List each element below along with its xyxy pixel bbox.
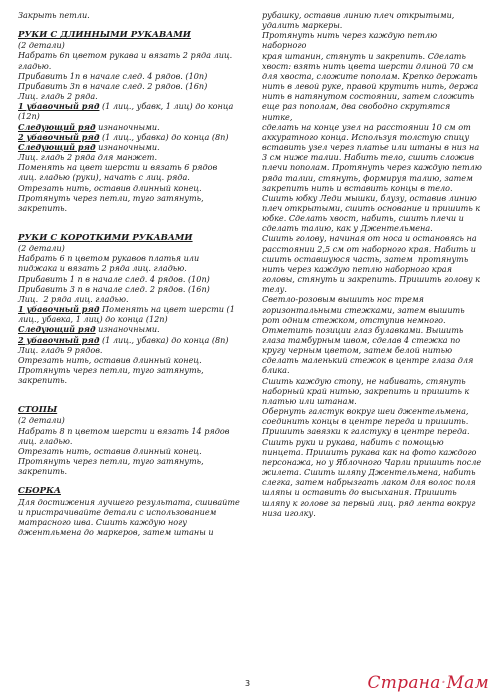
text-line: Сшить голову, начиная от носа и остановясь на	[262, 233, 477, 244]
text-line: нить через каждую петлю наборного края	[262, 263, 452, 274]
text-line: шляпы и оставить до высыхания. Пришить	[262, 487, 457, 498]
line-text: лиц. гладью.	[18, 435, 73, 446]
text-line	[18, 345, 244, 355]
text-line: нить в натянутом состоянии, затем сложить	[262, 91, 475, 102]
text-line	[18, 172, 244, 182]
text-line: слегка, затем набрызгать лаком для волос поля	[262, 477, 476, 488]
assembly-continued-body	[262, 10, 482, 518]
text-line: блика.	[262, 365, 290, 376]
text-line: Сшить руки и рукава, набить с помощью	[262, 436, 444, 447]
line-text: закрепить.	[18, 466, 68, 477]
line-text: (1 лиц., убавка) до конца (8п)	[99, 334, 229, 345]
text-line: персонажа, но у Яблочного Чарли пришить после	[262, 456, 482, 467]
text-line: плечи пополам. Протянуть через каждую петлю	[262, 162, 482, 173]
line-text: (2 детали)	[18, 40, 65, 51]
left-column	[18, 10, 244, 537]
text-line	[18, 91, 244, 101]
line-text: Прибавить 3п в начале след. 2 рядов. (16п)	[18, 80, 208, 91]
text-line: удалить маркеры.	[262, 20, 343, 31]
row-label: 1 убавочный ряд	[18, 304, 100, 315]
text-line	[18, 71, 244, 81]
text-line	[18, 507, 244, 517]
text-line	[18, 426, 244, 436]
line-text: Прибавить 3 п в начале след. 2 рядов. (16п)	[18, 283, 210, 294]
line-text: Набрать 8 п цветом шерсти и вязать 14 рядов	[18, 425, 230, 436]
line-text: Для достижения лучшего результата, сшивайте	[18, 496, 240, 507]
line-text: Поменять на цвет шерсти и вязать 6 рядов	[18, 162, 218, 173]
text-line	[18, 243, 244, 253]
text-line: края штанин, стянуть и закрепить. Сделать	[262, 50, 466, 61]
line-text: изнаночными.	[95, 141, 160, 152]
text-line	[18, 253, 244, 263]
text-line	[18, 466, 244, 476]
text-line	[18, 324, 244, 334]
text-line	[18, 415, 244, 425]
line-text: и пристрачивайте детали с использованием	[18, 506, 217, 517]
text-line: Отметить позиции глаз булавками. Вышить	[262, 324, 464, 335]
text-line: горизонтальными стежками, затем вышить	[262, 304, 465, 315]
watermark-right: Мам	[446, 673, 489, 693]
row-label: Следующий ряд	[18, 141, 96, 152]
text-line: для хвоста, сложите пополам. Крепко держать	[262, 70, 478, 81]
text-line	[18, 314, 244, 324]
text-line	[18, 162, 244, 172]
text-line: жилета. Сшить шляпу Джентельмена, набить	[262, 467, 476, 478]
text-line	[18, 122, 244, 132]
text-line: расстоянии 2,5 см от наборного края. Набить и	[262, 243, 476, 254]
line-text: изнаночными.	[95, 121, 160, 132]
line-text: пиджака и вязать 2 ряда лиц. гладью.	[18, 263, 187, 274]
text-line	[18, 193, 244, 203]
text-line	[18, 111, 244, 121]
text-line	[18, 365, 244, 375]
line-text: закрепить.	[18, 202, 68, 213]
line-text: Протянуть через петли, туго затянуть,	[18, 192, 204, 203]
text-line	[18, 284, 244, 294]
line-text: гладью.	[18, 60, 52, 71]
text-line	[18, 142, 244, 152]
text-line	[18, 263, 244, 273]
line-text: Лиц. гладь 9 рядов.	[18, 344, 103, 355]
text-line	[18, 274, 244, 284]
text-line	[18, 152, 244, 162]
text-line: телу.	[262, 284, 287, 295]
watermark-left: Страна	[367, 673, 441, 693]
text-line: глаза тамбурным швом, сделав 4 стежка по	[262, 335, 461, 345]
line-text: Набрать 6п цветом рукава и вязать 2 ряда лиц.	[18, 50, 233, 61]
line-text: (2 детали)	[18, 415, 65, 426]
text-line: соединить концы в центре переда и пришить.	[262, 416, 469, 427]
watermark-dot: ·	[440, 673, 447, 693]
right-column	[262, 10, 482, 518]
line-text: (2 детали)	[18, 243, 65, 254]
line-text: Лиц. 2 ряда лиц. гладью.	[18, 293, 129, 304]
text-line	[18, 497, 244, 507]
text-line: 3 см ниже талии. Набить тело, сшить сложив	[262, 152, 474, 163]
section-title-long-sleeves: РУКИ С ДЛИННЫМИ РУКАВАМИ	[18, 30, 191, 41]
line-text: Лиц. гладь 2 ряда для манжет.	[18, 152, 158, 163]
text-line	[18, 61, 244, 71]
text-line: аккуратного конца. Используя толстую спицу	[262, 131, 470, 142]
section-title-assembly: СБОРКА	[18, 486, 61, 497]
line-text: Отрезать нить, оставив длинный конец.	[18, 354, 202, 365]
line-text: Поменять на цвет шерсти (1	[99, 304, 235, 315]
text-line: сшить оставшуюся часть, затем протянуть	[262, 253, 469, 264]
site-watermark	[367, 673, 489, 693]
text-line	[18, 101, 244, 111]
text-line: еще раз пополам, два свободно скрутятся нитке,	[262, 101, 453, 122]
line-text: лиц., убавка, 1 лиц) до конца (12п)	[18, 314, 168, 325]
text-line: платью или штанам.	[262, 395, 357, 406]
line-text: Прибавить 1п в начале след. 4 рядов. (10п)	[18, 70, 208, 81]
text-line	[18, 50, 244, 60]
line-text: (1 лиц., убавка) до конца (8п)	[99, 131, 229, 142]
line-text: Прибавить 1 п в начале след. 4 рядов. (10п)	[18, 273, 210, 284]
text-line	[18, 294, 244, 304]
text-line: нить в левой руке, правой крутить нить, держа	[262, 81, 479, 92]
section-title-short-sleeves: РУКИ С КОРОТКИМИ РУКАВАМИ	[18, 232, 193, 243]
line-text: джентльмена до маркеров, затем штаны и	[18, 527, 214, 538]
text-line: шляпу к голове за первый лиц. ряд лента вокруг	[262, 497, 476, 508]
line-text: Отрезать нить, оставив длинный конец.	[18, 445, 202, 456]
text-line: Сшить юбку Леди мышки, блузу, оставив линию	[262, 192, 477, 203]
assembly-body	[18, 497, 244, 538]
short-sleeves-body	[18, 243, 244, 385]
text-line: рубашку, оставив линию плеч открытыми,	[262, 10, 455, 20]
row-label: Следующий ряд	[18, 121, 96, 132]
line-text: Набрать 6 п цветом рукавов платья или	[18, 253, 200, 264]
text-line	[18, 355, 244, 365]
text-line: низа иголку.	[262, 507, 316, 518]
line-text: лиц. гладью (руки), начать с лиц. ряда.	[18, 172, 190, 183]
line-text: (12п)	[18, 111, 40, 122]
text-line: рот одним стежком, отступив немного.	[262, 314, 446, 325]
text-line: Протянуть нить через каждую петлю наборного	[262, 30, 440, 51]
text-line: кругу черным цветом, затем белой нитью	[262, 345, 453, 356]
text-line: Пришить завязки к галстуку в центре переда.	[262, 426, 470, 437]
line-text: Отрезать нить, оставив длинный конец.	[18, 182, 202, 193]
text-line: головы, стянуть и закрепить. Пришить голову к	[262, 274, 480, 285]
text-line	[18, 456, 244, 466]
line-text: (1 лиц., убавк, 1 лиц) до конца	[99, 101, 234, 112]
row-label: Следующий ряд	[18, 324, 96, 335]
text-line	[18, 183, 244, 193]
text-line	[18, 132, 244, 142]
line-text: матрасного шва. Сшить каждую ногу	[18, 516, 187, 527]
text-line: сделать талию, как у Джентельмена.	[262, 223, 433, 234]
text-line: Обернуть галстук вокруг шеи джентельмена,	[262, 406, 469, 417]
page-number: 3	[244, 679, 251, 688]
text-line	[18, 304, 244, 314]
text-line	[18, 527, 244, 537]
text-line: хвост: взять нить цвета шерсти длиной 70 см	[262, 60, 474, 71]
text-line: Сшить каждую стопу, не набивать, стянуть	[262, 375, 466, 386]
text-line: пинцета. Пришить рукава как на фото каждого	[262, 446, 477, 457]
text-line	[18, 436, 244, 446]
feet-body	[18, 415, 244, 476]
row-label: 2 убавочный ряд	[18, 334, 100, 345]
text-line: закрепить нить и вставить концы в тело.	[262, 182, 453, 193]
line-text: Протянуть через петли, туго затянуть,	[18, 456, 204, 467]
text-line: Светло-розовым вышить нос тремя	[262, 294, 424, 305]
line-text: Лиц. гладь 2 ряда.	[18, 91, 98, 102]
text-line: сделать маленький стежок в центре глаза для	[262, 355, 474, 366]
text-line: плеч открытыми, сшить основание и пришить к	[262, 202, 481, 213]
text-line	[18, 81, 244, 91]
text-line	[18, 517, 244, 527]
text-line	[18, 446, 244, 456]
text-line	[18, 203, 244, 213]
row-label: 2 убавочный ряд	[18, 131, 100, 142]
long-sleeves-body	[18, 40, 244, 213]
row-label: 1 убавочный ряд	[18, 101, 100, 112]
line-text: изнаночными.	[95, 324, 160, 335]
text-line: вставить узел через платье или штаны в низ на	[262, 142, 480, 153]
line-text: Протянуть через петли, туго затянуть,	[18, 365, 204, 375]
text-line: сделать на конце узел на расстоянии 10 см от	[262, 121, 471, 132]
intro-text: Закрыть петли.	[18, 10, 90, 20]
section-title-feet: СТОПЫ	[18, 405, 58, 416]
text-line: наборный край нитью, закрепить и пришить к	[262, 385, 470, 396]
text-line: ряда талии, стянуть, формируя талию, затем	[262, 172, 473, 183]
text-line: юбке. Сделать хвост, набить, сшить плечи и	[262, 213, 464, 224]
text-line	[18, 375, 244, 385]
line-text: закрепить.	[18, 375, 68, 386]
text-line	[18, 40, 244, 50]
text-line	[18, 335, 244, 345]
